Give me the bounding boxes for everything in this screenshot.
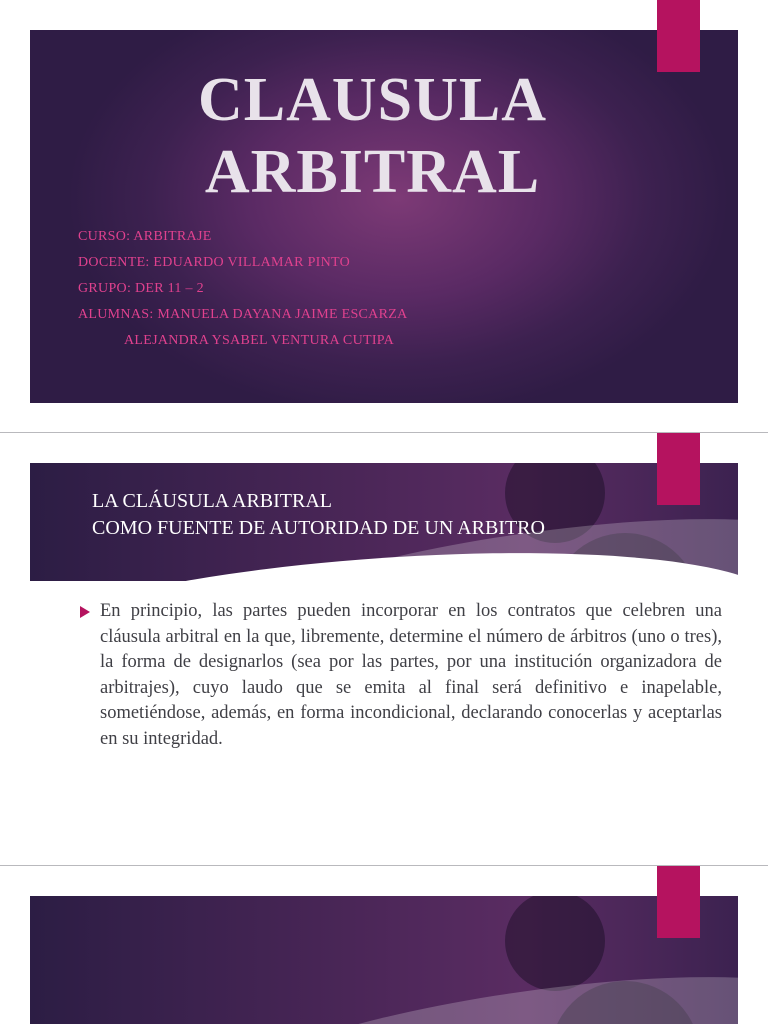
slide-1 (0, 0, 768, 432)
teacher-label: DOCENTE: EDUARDO VILLAMAR PINTO (78, 255, 351, 270)
accent-bookmark (657, 433, 700, 505)
heading-line-1: LA CLÁUSULA ARBITRAL (92, 490, 333, 512)
banner-wave-shade (227, 950, 738, 1024)
course-info (78, 224, 408, 354)
student-2-label: ALEJANDRA YSABEL VENTURA CUTIPA (124, 333, 395, 348)
accent-bookmark (657, 0, 700, 72)
decor-circle (505, 896, 605, 991)
heading-line-2: COMO FUENTE DE AUTORIDAD DE UN ARBITRO (92, 517, 545, 539)
title-line-2: ARBITRAL (204, 138, 541, 206)
accent-bookmark (657, 866, 700, 938)
slide-title (0, 64, 745, 208)
slide-heading (92, 488, 545, 542)
title-line-1: CLAUSULA (197, 66, 548, 134)
slide-3 (0, 866, 768, 1024)
triangle-bullet-icon (80, 606, 90, 618)
bullet-paragraph: En principio, las partes pueden incorporar en los contratos que celebren una cláusula arbitral en la que, libremente, determine el número de árbitros (uno o tres), la forma de designarlos (sea por las partes, por una institución organizadora de arbitrajes), cuyo laudo que se emita al final será definitivo e inapelable, sometiéndose, además, en forma incondicional, declarando conocerlas y aceptarlas en su integridad. (100, 601, 722, 749)
slide-2 (0, 433, 768, 865)
group-label: GRUPO: DER 11 – 2 (78, 281, 204, 296)
bullet-item (80, 599, 722, 752)
students-label: ALUMNAS: MANUELA DAYANA JAIME ESCARZA (78, 307, 408, 322)
header-banner (30, 896, 738, 1024)
course-label: CURSO: ARBITRAJE (78, 229, 212, 244)
